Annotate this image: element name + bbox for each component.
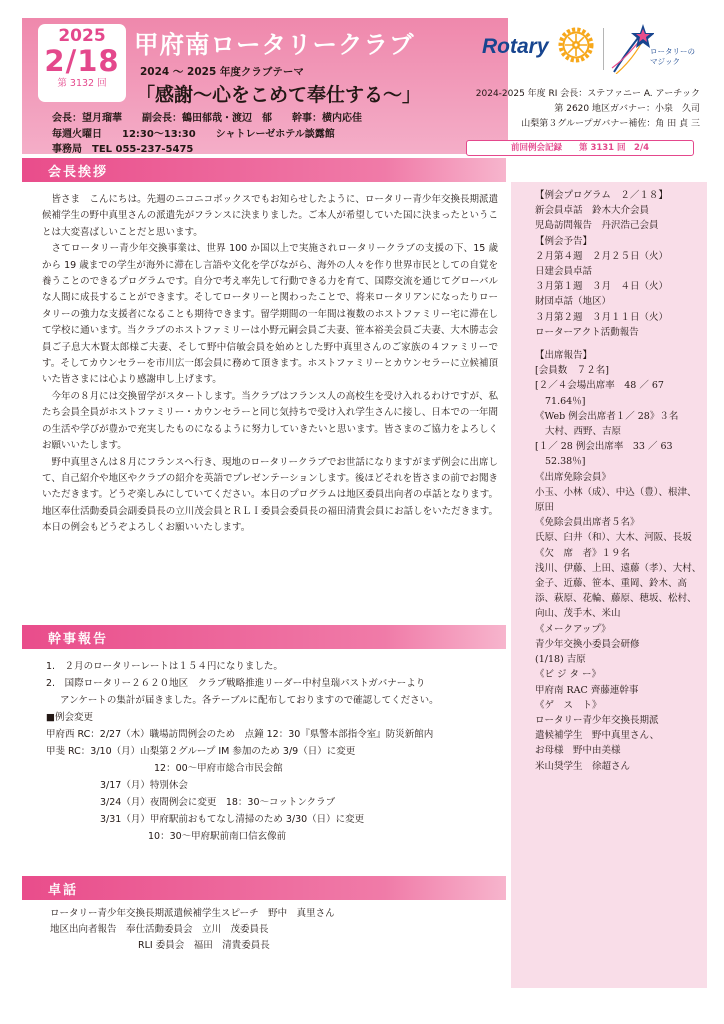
newsletter-header — [0, 0, 724, 160]
rotary-wheel-icon — [558, 27, 594, 63]
meeting-line: 毎週火曜日 12:30～13:30 シャトレーゼホテル談露館 — [52, 129, 335, 140]
theme-label: 2024 ～ 2025 年度クラブテーマ — [140, 66, 304, 78]
visitor-heading: 《ビ ジ タ ー》 — [535, 669, 602, 681]
rotary-logo — [482, 27, 596, 67]
attendance-rate-percent: 52.38％] — [545, 456, 586, 468]
greeting-section-bar — [22, 158, 506, 182]
exempt-present-names: 氏原、臼井（和）、大木、河阪、長坂 — [535, 532, 692, 544]
guest-item: お母様 野中由美様 — [535, 745, 621, 757]
secretary-title: 幹事報告 — [48, 632, 109, 647]
magic-star-icon — [610, 22, 654, 74]
makeup-item: 青少年交換小委員会研修 — [535, 638, 640, 650]
program-item: 新会員卓話 鈴木大介会員 — [535, 205, 650, 217]
attendance-rate-percent: 71.64％] — [545, 395, 586, 407]
magic-logo-text: ロータリーの マジック — [650, 47, 695, 66]
secretary-item: 1. ２月のロータリーレートは１５４円になりました。 — [46, 661, 283, 672]
rotary-logo-text: Rotary — [482, 35, 549, 58]
schedule-item: ３月第２週 ３月１１日（火） — [535, 311, 669, 323]
exempt-heading: 《出席免除会員》 — [535, 471, 612, 483]
schedule-heading: 【例会予告】 — [535, 235, 593, 247]
sidebar-content — [535, 188, 705, 774]
issue-date-box — [38, 24, 126, 102]
lecture-body — [50, 906, 490, 954]
web-attendance-names: 大村、西野、吉原 — [545, 426, 622, 438]
lecture-title: 卓話 — [48, 883, 79, 898]
program-attendance-column — [511, 182, 707, 988]
lecture-item: RLI 委員会 福田 清貴委員長 — [138, 940, 270, 951]
schedule-item: ローターアクト活動報告 — [535, 326, 639, 338]
lecture-item: ロータリー青少年交換長期派遣候補学生スピーチ 野中 真里さん — [50, 908, 335, 919]
greeting-paragraph: 皆さま こんにちは。先週のニコニコボックスでもお知らせしたように、ロータリー青少年交換長期派遣候補学生の野中真里さんの派遣先がフランスに決まりました。ご本人が希望していた国に決まったということは大変喜ばしいことだと思います。 — [42, 194, 498, 238]
makeup-heading: 《メークアップ》 — [535, 623, 611, 635]
logo-divider — [603, 28, 604, 70]
lecture-section-bar — [22, 876, 506, 900]
greeting-paragraph: さてロータリー青少年交換事業は、世界 100 か国以上で実施されロータリークラブの支援の下、15 歳から 19 歳までの学生が海外に滞在し言語や文化を学びながら、海外の人々を作り世界市民としての自覚を養うことのできるプログラムです。自分で考え率先して行動できる力を育て、国際交流を通じてグローバルな人間に成長することができます。そしてロータリーと関わったことで、将来ロータリアンになったりロータリーの強力な支援者になることも期待できます。留学期間の一年間は複数のホストファミリー宅に滞在して学校に通います。当クラブのホストファミリーは小野元嗣会員ご夫妻、笹本裕美会員ご夫妻、大木勝志会員ご子息大木賢太郎様ご夫妻、そして野中信敏会員を始めとした野中真里さんのご家族の４ファミリーです。そしてカウンセラーを市川広一郎会員に務めて頂きます。ホストファミリーとカウンセラーに立候補頂いた皆さまには心より感謝申し上げます。 — [42, 243, 498, 386]
guest-item: ロータリー青少年交換長期派 — [535, 714, 659, 726]
meeting-change: 甲府西 RC：2/27（木）職場訪問例会のため 点鐘 12：30『県警本部指令室』防災新館内 — [46, 729, 434, 740]
program-heading: 【例会プログラム ２／１８】 — [535, 190, 668, 201]
issue-number: 第 3132 回 — [57, 78, 107, 89]
group-governor: 山梨第３グループガバナー補佐：角 田 貞 三 — [521, 119, 700, 129]
greeting-paragraph: 野中真里さんは８月にフランスへ行き、現地のロータリークラブでお世話になりますがまず例会に出席して、自己紹介や地区やクラブの紹介を英語でプレゼンテーションします。後ほどそれを皆さまの前でお聞きいただきます。どうぞ楽しみにしていてください。本日のプログラムは地区委員出向者の卓話となります。地区奉仕活動委員会副委員長の立川茂会員とＲＬＩ委員会委員長の福田清貴会員にお話しをいただきます。本日の例会もどうぞよろしくお願いいたします。 — [42, 456, 498, 534]
issue-date: 2/18 — [44, 44, 120, 78]
guest-heading: 《ゲ ス ト》 — [535, 699, 602, 711]
makeup-item: (1/18) 吉原 — [535, 654, 586, 666]
schedule-item: 日建会員卓話 — [535, 266, 593, 278]
program-item: 児島訪問報告 丹沢浩己会員 — [535, 220, 659, 232]
greeting-paragraph: 今年の８月には交換留学がスタートします。当クラブはフランス人の高校生を受け入れるわけですが、私たち会員全員がホストファミリー・カウンセラーと同じ気持ちで受け入れ学生さんに接し、日本での一年間の生活や学びが豊かで充実したものになるように努力していきたいと思います。皆さまのご協力をよろしくお願いいたします。 — [42, 390, 498, 452]
schedule-item: 財団卓話（地区） — [535, 296, 612, 308]
visitor-item: 甲府南 RAC 齊藤連幹事 — [535, 684, 639, 696]
secretary-item-continued: アンケートの集計が届きました。各テーブルに配布しておりますので確認してください。 — [60, 695, 439, 706]
guest-item: 遣候補学生 野中真里さん、 — [535, 730, 660, 742]
ri-president: 2024-2025 年度 RI 会長：ステファニー A. アーチック — [475, 89, 700, 99]
previous-record-tab: 前回例会記録 第 3131 回 2/4 — [466, 140, 694, 156]
issue-year: 2025 — [58, 26, 106, 46]
officers-line: 会長：望月瑠華 副会長：鶴田郁哉・渡辺 郁 幹事：横内応佳 — [52, 113, 362, 124]
club-name: 甲府南ロータリークラブ — [134, 30, 415, 59]
secretary-item: 2. 国際ロータリー２６２０地区 クラブ戦略推進リーダー中村皇瑞パストガバナーより — [46, 678, 426, 689]
absent-names: 浅川、伊藤、上田、遠藤（孝）、大村、金子、近藤、笹本、重岡、鈴木、高添、萩原、花輪、藤原、穂坂、松村、向山、茂手木、米山 — [535, 562, 702, 620]
attendance-rate: [１／ 28 例会出席率 33 ／ 63 — [535, 441, 673, 453]
meeting-change-detail: 10：30～甲府駅前南口信玄像前 — [148, 831, 287, 842]
schedule-item: ２月第４週 ２月２５日（火） — [535, 250, 669, 262]
office-line: 事務局 TEL 055-237-5475 — [52, 144, 194, 155]
meeting-change-detail: 12：00～甲府市総合市民会館 — [154, 763, 283, 774]
member-count: [会員数 ７２名] — [535, 365, 609, 377]
exempt-names: 小玉、小林（成）、中込（豊）、根津、原田 — [535, 486, 697, 514]
magic-logo — [610, 22, 710, 76]
theme-title: 「感謝～心をこめて奉仕する～」 — [136, 84, 422, 106]
meeting-change: 3/24（月）夜間例会に変更 18：30～コットンクラブ — [100, 797, 336, 808]
exempt-present-heading: 《免除会員出席者５名》 — [535, 517, 640, 529]
meeting-change: 甲斐 RC：3/10（月）山梨第２グループ IM 参加のため 3/9（日）に変更 — [46, 746, 356, 757]
absent-heading: 《欠 席 者》１９名 — [535, 547, 631, 559]
greeting-body — [42, 192, 498, 537]
guest-item: 米山奨学生 徐超さん — [535, 760, 631, 772]
schedule-item: ３月第１週 ３月 ４日（火） — [535, 281, 669, 293]
spacer — [535, 340, 705, 348]
meeting-change: 3/17（月）特別休会 — [100, 780, 188, 791]
meeting-changes-heading: ■例会変更 — [46, 712, 93, 723]
district-governor: 第 2620 地区ガバナー：小泉 久司 — [554, 104, 700, 114]
greeting-title: 会長挨拶 — [48, 165, 109, 180]
meeting-change: 3/31（月）甲府駅前おもてなし清掃のため 3/30（日）に変更 — [100, 814, 365, 825]
secretary-section-bar — [22, 625, 506, 649]
secretary-body — [46, 658, 496, 845]
web-attendance-heading: 《Web 例会出席者１／ 28》３名 — [535, 410, 679, 422]
lecture-item: 地区出向者報告 奉仕活動委員会 立川 茂委員長 — [50, 924, 269, 935]
attendance-rate: [２／４会場出席率 48 ／ 67 — [535, 380, 664, 392]
attendance-heading: 【出席報告】 — [535, 350, 593, 362]
